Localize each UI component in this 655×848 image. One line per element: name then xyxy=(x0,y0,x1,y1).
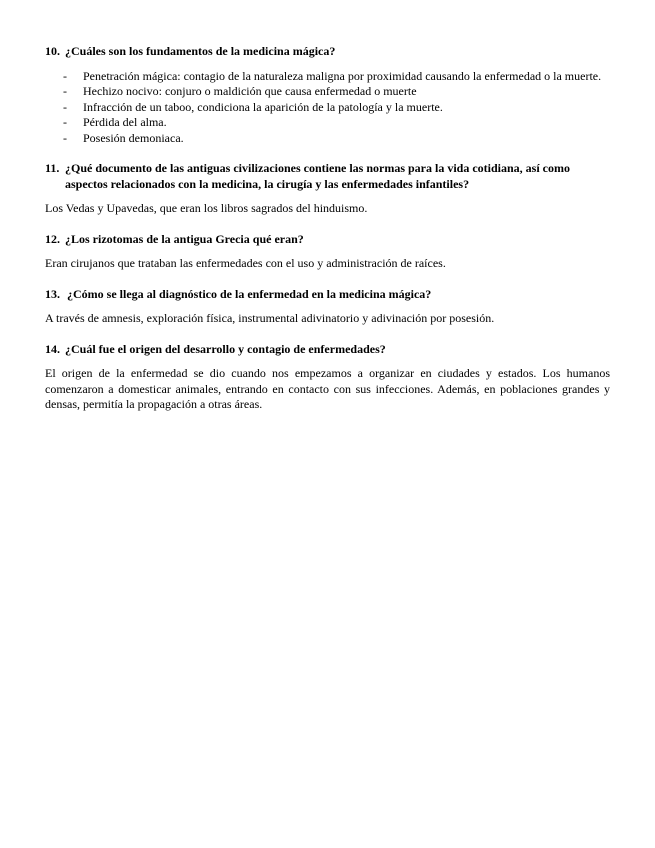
list-item xyxy=(45,131,610,147)
answer-text: Los Vedas y Upavedas, que eran los libros sagrados del hinduismo. xyxy=(45,201,368,215)
bullet-list xyxy=(45,69,610,147)
bullet-text: Penetración mágica: contagio de la naturaleza maligna por proximidad causando la enfermedad o la muerte. xyxy=(83,68,602,83)
question-heading-10 xyxy=(45,44,610,60)
bullet-dash: - xyxy=(63,99,67,114)
question-text: ¿Cuáles son los fundamentos de la medicina mágica? xyxy=(65,44,336,58)
answer-text: El origen de la enfermedad se dio cuando nos empezamos a organizar en ciudades y estados. Los humanos comenzaron a domesticar animales, entrando en contacto con sus infecciones. Además, en poblaciones grandes y densas, permitía la propagación a otras áreas. xyxy=(45,366,610,411)
question-number: 10. xyxy=(45,44,60,58)
question-heading-14 xyxy=(45,342,610,358)
bullet-text: Posesión demoniaca. xyxy=(83,130,184,145)
question-text: ¿Qué documento de las antiguas civilizaciones contiene las normas para la vida cotidiana, así como aspectos relacionados con la medicina, la cirugía y las enfermedades infantiles? xyxy=(65,161,571,191)
question-number: 13. xyxy=(45,286,60,301)
bullet-dash: - xyxy=(63,130,67,145)
question-number: 11. xyxy=(45,161,60,175)
question-heading-12 xyxy=(45,232,610,248)
list-item xyxy=(45,115,610,131)
bullet-text: Pérdida del alma. xyxy=(83,115,167,129)
question-text: ¿Cómo se llega al diagnóstico de la enfermedad en la medicina mágica? xyxy=(67,286,432,301)
list-item xyxy=(45,100,610,116)
question-number: 14. xyxy=(45,341,60,356)
question-text: ¿Cuál fue el origen del desarrollo y contagio de enfermedades? xyxy=(65,341,386,356)
list-item xyxy=(45,84,610,100)
question-heading-13 xyxy=(45,287,610,303)
question-number: 12. xyxy=(45,231,60,246)
bullet-text: Infracción de un taboo, condiciona la aparición de la patología y la muerte. xyxy=(83,99,443,114)
bullet-dash: - xyxy=(63,68,67,83)
list-item xyxy=(45,69,610,85)
bullet-text: Hechizo nocivo: conjuro o maldición que causa enfermedad o muerte xyxy=(83,84,417,98)
answer-text: A través de amnesis, exploración física, instrumental adivinatorio y adivinación por posesión. xyxy=(45,311,495,325)
answer-text: Eran cirujanos que trataban las enfermedades con el uso y administración de raíces. xyxy=(45,256,446,270)
bullet-dash: - xyxy=(63,115,67,129)
question-text: ¿Los rizotomas de la antigua Grecia qué eran? xyxy=(65,231,304,246)
bullet-dash: - xyxy=(63,84,67,98)
question-heading-11 xyxy=(45,161,610,192)
